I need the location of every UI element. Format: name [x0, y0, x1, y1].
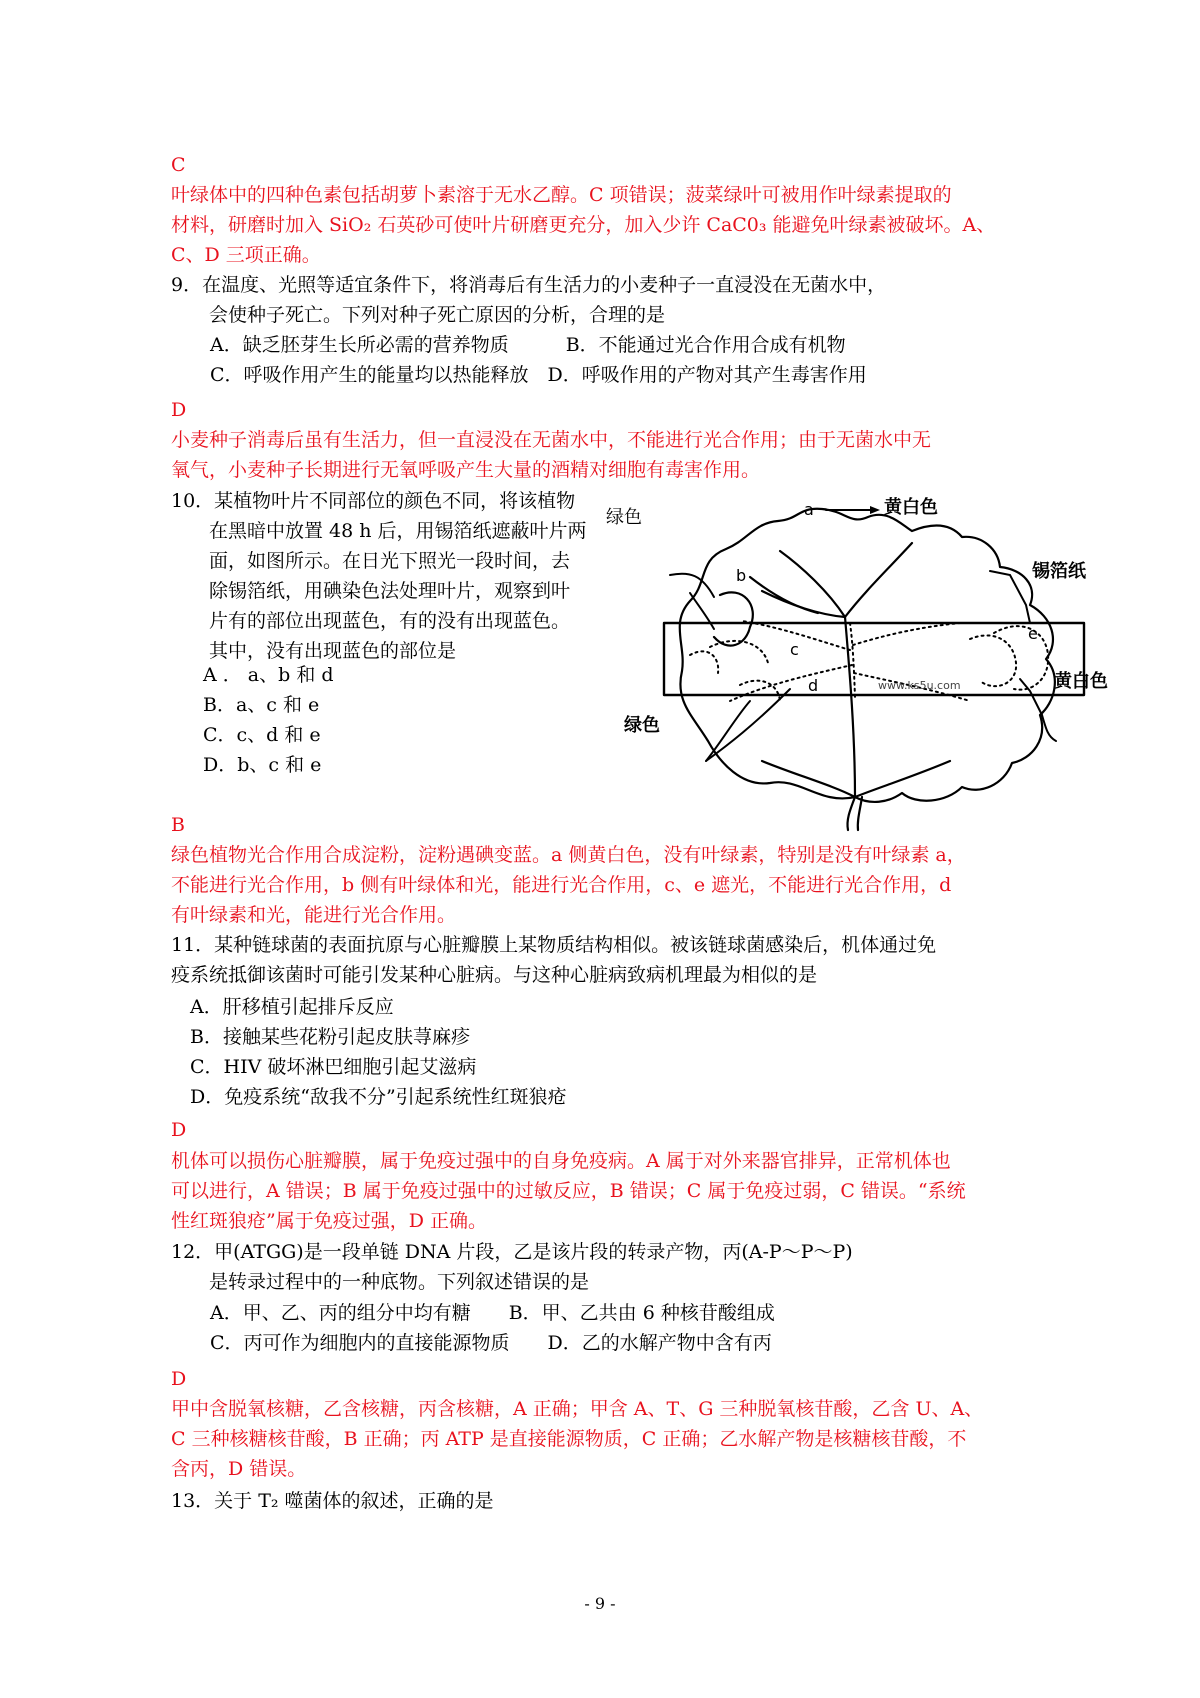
figure-label-green-top: 绿色	[606, 507, 642, 528]
q8-explanation-line: C、D 三项正确。	[171, 244, 321, 266]
q10-options-line: B．a、c 和 e	[203, 694, 320, 716]
q10-options-line: A ． a、b 和 d	[203, 664, 334, 686]
q11-options-line: D．免疫系统“敌我不分”引起系统性红斑狼疮	[190, 1086, 567, 1108]
q10-options-line: D．b、c 和 e	[203, 754, 322, 776]
q10-line: 10．某植物叶片不同部位的颜色不同，将该植物	[171, 490, 576, 512]
page-number: - 9 -	[584, 1594, 616, 1613]
q13-line: 13．关于 T₂ 噬菌体的叙述，正确的是	[171, 1490, 494, 1512]
q10-explanation-line: 不能进行光合作用，b 侧有叶绿体和光，能进行光合作用，c、e 遮光，不能进行光合作用，d	[171, 874, 952, 896]
figure-label-b: b	[736, 566, 747, 585]
q9-answer-line: D	[171, 399, 187, 421]
q9-line: 9．在温度、光照等适宜条件下，将消毒后有生活力的小麦种子一直浸没在无菌水中，	[171, 274, 887, 296]
q11-options-line: B．接触某些花粉引起皮肤荨麻疹	[190, 1026, 470, 1048]
q12-options-line: C．丙可作为细胞内的直接能源物质 D．乙的水解产物中含有丙	[210, 1332, 772, 1354]
q10-answer-line: B	[171, 814, 185, 836]
figure-watermark: www.ks5u.com	[878, 679, 961, 692]
q11-explanation-line: 可以进行，A 错误；B 属于免疫过强中的过敏反应，B 错误；C 属于免疫过弱，C 错误。“系统	[171, 1180, 966, 1202]
q11-explanation-line: 性红斑狼疮”属于免疫过强，D 正确。	[171, 1210, 487, 1232]
q10-line: 其中，没有出现蓝色的部位是	[171, 640, 457, 662]
figure-label-a: a	[804, 500, 814, 519]
figure-label-green-bottom: 绿色	[624, 715, 660, 736]
q11-answer-line: D	[171, 1119, 187, 1141]
q8-answer-line: C	[171, 154, 186, 176]
figure-label-e: e	[1028, 624, 1038, 643]
q12-explanation-line: 含丙，D 错误。	[171, 1458, 307, 1480]
q10-explanation-line: 绿色植物光合作用合成淀粉，淀粉遇碘变蓝。a 侧黄白色，没有叶绿素，特别是没有叶绿素 a，	[171, 844, 966, 866]
q11-line: 疫系统抵御该菌时可能引发某种心脏病。与这种心脏病致病机理最为相似的是	[171, 964, 818, 986]
figure-label-d: d	[808, 676, 819, 695]
q10-options-line: C．c、d 和 e	[203, 724, 321, 746]
q12-options-line: A．甲、乙、丙的组分中均有糖 B．甲、乙共由 6 种核苷酸组成	[210, 1302, 775, 1324]
q12-explanation-line: C 三种核糖核苷酸，B 正确；丙 ATP 是直接能源物质，C 正确；乙水解产物是核糖核苷酸，不	[171, 1428, 967, 1450]
q12-answer-line: D	[171, 1368, 187, 1390]
q12-line: 是转录过程中的一种底物。下列叙述错误的是	[171, 1271, 590, 1293]
q10-line: 面，如图所示。在日光下照光一段时间，去	[171, 550, 571, 572]
q12-explanation-line: 甲中含脱氧核糖，乙含核糖，丙含核糖，A 正确；甲含 A、T、G 三种脱氧核苷酸，乙含 U、A、	[171, 1398, 984, 1420]
q10-line: 在黑暗中放置 48 h 后，用锡箔纸遮蔽叶片两	[171, 520, 587, 542]
figure-label-c: c	[790, 640, 799, 659]
q11-line: 11．某种链球菌的表面抗原与心脏瓣膜上某物质结构相似。被该链球菌感染后，机体通过免	[171, 934, 937, 956]
figure-label-yellow-white-top: 黄白色	[884, 497, 938, 518]
figure-label-foil: 锡箔纸	[1032, 561, 1086, 582]
q8-explanation-line: 叶绿体中的四种色素包括胡萝卜素溶于无水乙醇。C 项错误；菠菜绿叶可被用作叶绿素提取的	[171, 184, 952, 206]
q11-options-line: A．肝移植引起排斥反应	[190, 996, 394, 1018]
q10-explanation-line: 有叶绿素和光，能进行光合作用。	[171, 904, 457, 926]
q9-options-line: C．呼吸作用产生的能量均以热能释放 D．呼吸作用的产物对其产生毒害作用	[210, 364, 867, 386]
figure-label-yellow-white-right: 黄白色	[1054, 671, 1108, 692]
q10-line: 片有的部位出现蓝色，有的没有出现蓝色。	[171, 610, 571, 632]
q11-explanation-line: 机体可以损伤心脏瓣膜，属于免疫过强中的自身免疫病。A 属于对外来器官排异，正常机体也	[171, 1150, 951, 1172]
q9-line: 会使种子死亡。下列对种子死亡原因的分析，合理的是	[171, 304, 666, 326]
q12-line: 12．甲(ATGG)是一段单链 DNA 片段，乙是该片段的转录产物，丙(A-P～P～P)	[171, 1241, 853, 1263]
q11-options-line: C．HIV 破坏淋巴细胞引起艾滋病	[190, 1056, 477, 1078]
leaf-diagram	[606, 497, 1110, 830]
q9-options-line: A．缺乏胚芽生长所必需的营养物质 B．不能通过光合作用合成有机物	[210, 334, 846, 356]
q8-explanation-line: 材料，研磨时加入 SiO₂ 石英砂可使叶片研磨更充分，加入少许 CaC0₃ 能避免叶绿素被破坏。A、	[171, 214, 996, 236]
q9-explanation-line: 小麦种子消毒后虽有生活力，但一直浸没在无菌水中，不能进行光合作用；由于无菌水中无	[171, 429, 932, 451]
q10-line: 除锡箔纸，用碘染色法处理叶片，观察到叶	[171, 580, 571, 602]
q9-explanation-line: 氧气，小麦种子长期进行无氧呼吸产生大量的酒精对细胞有毒害作用。	[171, 459, 761, 481]
